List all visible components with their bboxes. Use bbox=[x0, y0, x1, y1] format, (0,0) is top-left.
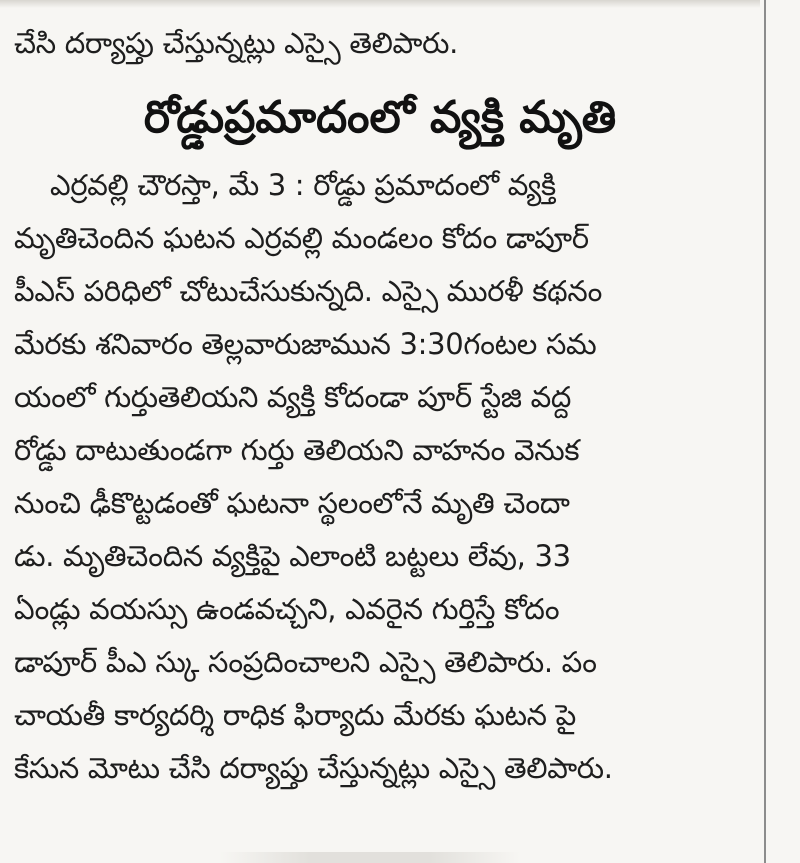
article-body-line-12: కేసున మోటు చేసి దర్యాప్తు చేస్తున్నట్లు ఎస్సై తెలిపారు. bbox=[14, 751, 613, 785]
previous-article-edge bbox=[0, 0, 760, 8]
article-body-line-4: మేరకు శనివారం తెల్లవారుజామున 3:30గంటల సమ bbox=[14, 327, 597, 361]
column-rule bbox=[764, 0, 766, 863]
article-body-line-10: డాపూర్ పీఎ స్కు సంప్రదించాలని ఎస్సై తెలిపారు. పం bbox=[14, 645, 597, 679]
article-body-line-7: నుంచి ఢీకొట్టడంతో ఘటనా స్థలంలోనే మృతి చెందా bbox=[14, 486, 570, 520]
article-body-line-8: డు. మృతిచెందిన వ్యక్తిపై ఎలాంటి బట్టలు లేవు, 33 bbox=[14, 539, 571, 573]
article-body-line-1: ఎర్రవల్లి చౌరస్తా, మే 3 : రోడ్డు ప్రమాదంలో వ్యక్తి bbox=[50, 168, 556, 202]
article-body-line-5: యంలో గుర్తుతెలియని వ్యక్తి కోదండా పూర్ స్టేజి వద్ద bbox=[14, 380, 572, 414]
next-article-edge bbox=[220, 852, 520, 863]
article-body-line-9: ఏండ్లు వయస్సు ఉండవచ్చని, ఎవరైన గుర్తిస్తే కోదం bbox=[14, 592, 560, 626]
article-body-line-3: పీఎస్ పరిధిలో చోటుచేసుకున్నది. ఎస్సై మురళీ కథనం bbox=[14, 274, 603, 308]
previous-article-last-line: చేసి దర్యాప్తు చేస్తున్నట్లు ఎస్సై తెలిపారు. bbox=[14, 26, 459, 60]
article-body-line-11: చాయతీ కార్యదర్శి రాధిక ఫిర్యాదు మేరకు ఘటన పై bbox=[14, 698, 576, 732]
article-headline: రోడ్డుప్రమాదంలో వ్యక్తి మృతి bbox=[143, 92, 617, 143]
article-body-line-6: రోడ్డు దాటుతుండగా గుర్తు తెలియని వాహనం వెనుక bbox=[14, 433, 580, 467]
article-body-line-2: మృతిచెందిన ఘటన ఎర్రవల్లి మండలం కోదం డాపూర్ bbox=[14, 221, 589, 255]
